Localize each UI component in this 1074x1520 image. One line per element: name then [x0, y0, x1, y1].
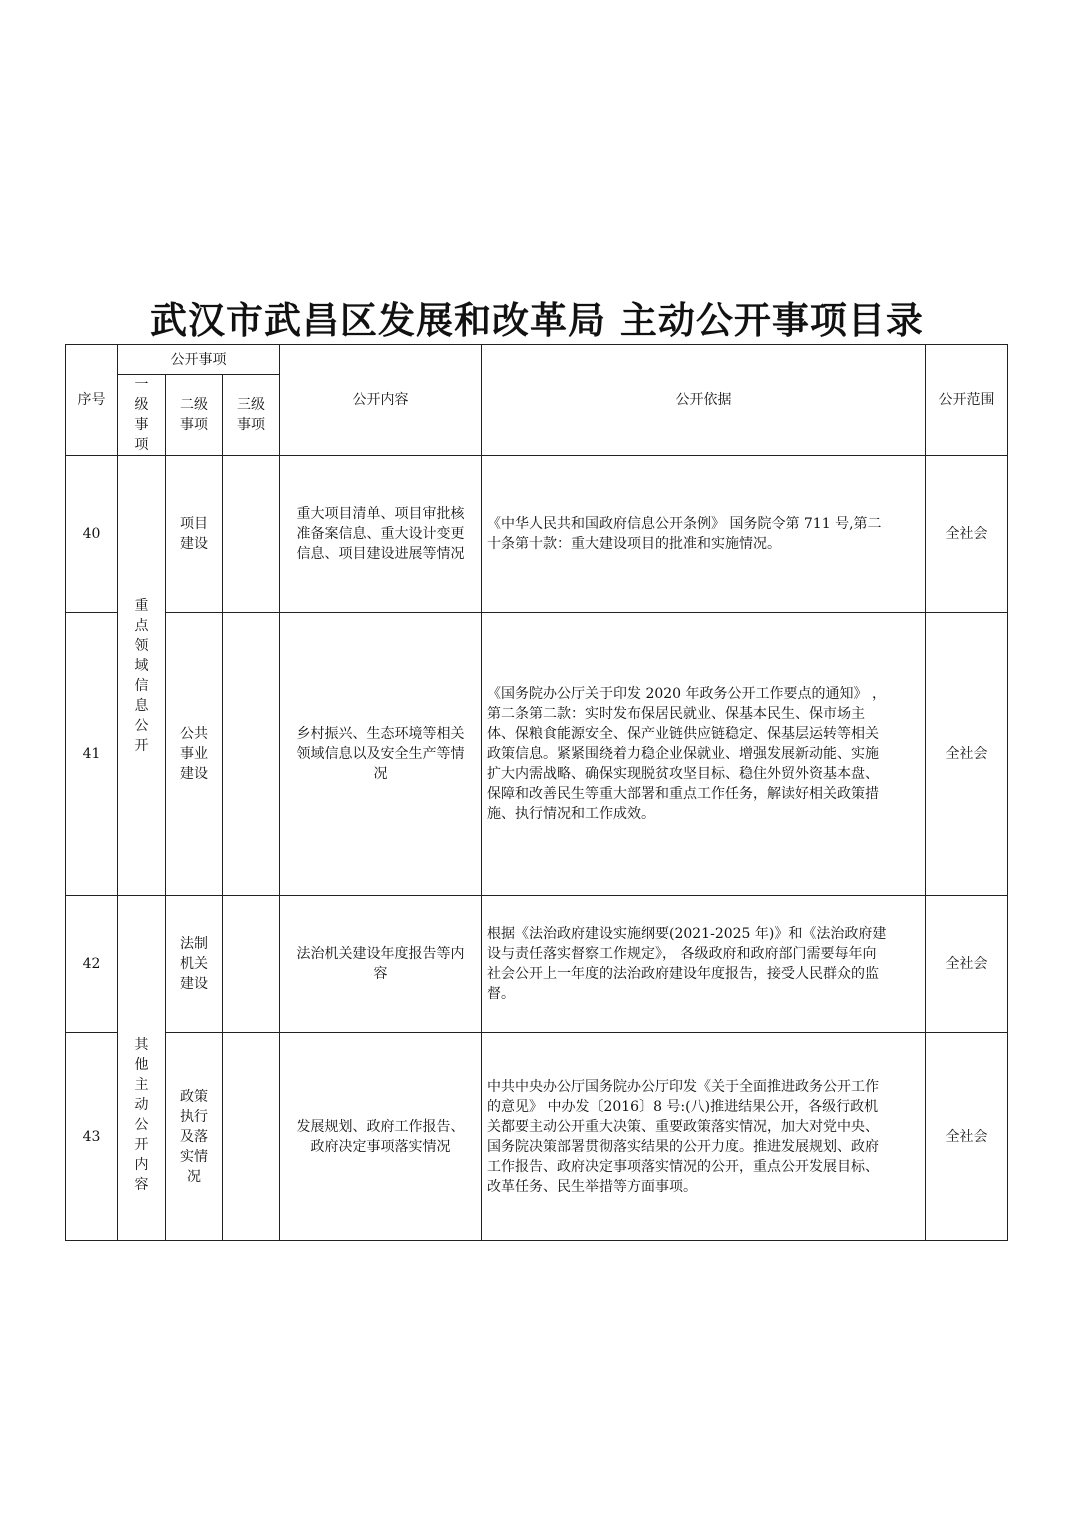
row-seq: 43: [66, 1033, 118, 1241]
row-level3: [223, 456, 280, 613]
header-level2: 二级事项: [166, 375, 223, 456]
level1-group-label: 其他主动公开内容: [134, 1037, 149, 1193]
level1-group: [118, 896, 166, 1241]
row-level3: [223, 1033, 280, 1241]
page-title: 武汉市武昌区发展和改革局 主动公开事项目录: [150, 298, 924, 342]
disclosure-catalog-table: [65, 344, 1008, 1241]
row-seq: 40: [66, 456, 118, 613]
row-scope: 全社会: [926, 613, 1008, 896]
row-content: 乡村振兴、生态环境等相关领域信息以及安全生产等情况: [280, 613, 482, 896]
header-level3: 三级事项: [223, 375, 280, 456]
table-row: [66, 456, 1008, 613]
row-level2: 法制机关建设: [166, 896, 223, 1033]
row-content: 发展规划、政府工作报告、政府决定事项落实情况: [280, 1033, 482, 1241]
header-level1: 一级事项: [118, 375, 166, 456]
row-basis: 《中华人民共和国政府信息公开条例》 国务院令第 711 号,第二十条第十款：重大建设项目的批准和实施情况。: [482, 456, 926, 613]
row-scope: 全社会: [926, 896, 1008, 1033]
row-level2: 政策执行及落实情况: [166, 1033, 223, 1241]
table-row: [66, 896, 1008, 1033]
row-basis: 中共中央办公厅国务院办公厅印发《关于全面推进政务公开工作的意见》 中办发〔2016〕8 号:(八)推进结果公开，各级行政机关都要主动公开重大决策、重要政策落实情况，加大对党中央、国务院决策部署贯彻落实结果的公开力度。推进发展规划、政府工作报告、政府决定事项落实情况的公开，重点公开发展目标、改革任务、民生举措等方面事项。: [482, 1033, 926, 1241]
header-content: 公开内容: [280, 345, 482, 456]
row-content: 法治机关建设年度报告等内容: [280, 896, 482, 1033]
row-level3: [223, 613, 280, 896]
row-seq: 41: [66, 613, 118, 896]
row-seq: 42: [66, 896, 118, 1033]
row-content: 重大项目清单、项目审批核准备案信息、重大设计变更信息、项目建设进展等情况: [280, 456, 482, 613]
row-level2: 公共事业建设: [166, 613, 223, 896]
row-level2: 项目建设: [166, 456, 223, 613]
header-seq: 序号: [66, 345, 118, 456]
row-basis: 根据《法治政府建设实施纲要(2021-2025 年)》和《法治政府建设与责任落实督察工作规定》， 各级政府和政府部门需要每年向社会公开上一年度的法治政府建设年度报告，接受人民群众的监督。: [482, 896, 926, 1033]
header-basis: 公开依据: [482, 345, 926, 456]
row-scope: 全社会: [926, 1033, 1008, 1241]
level1-group: 重点领域信息公开: [118, 456, 166, 896]
table-row: [66, 613, 1008, 896]
header-scope: 公开范围: [926, 345, 1008, 456]
header-items-group: 公开事项: [118, 345, 280, 375]
row-level3: [223, 896, 280, 1033]
row-scope: 全社会: [926, 456, 1008, 613]
table-row: [66, 1033, 1008, 1241]
row-basis: 《国务院办公厅关于印发 2020 年政务公开工作要点的通知》 ，第二条第二款：实时发布保居民就业、保基本民生、保市场主体、保粮食能源安全、保产业链供应链稳定、保基层运转等相关政策信息。紧紧围绕着力稳企业保就业、增强发展新动能、实施扩大内需战略、确保实现脱贫攻坚目标、稳住外贸外资基本盘、保障和改善民生等重大部署和重点工作任务，解读好相关政策措施、执行情况和工作成效。: [482, 613, 926, 896]
